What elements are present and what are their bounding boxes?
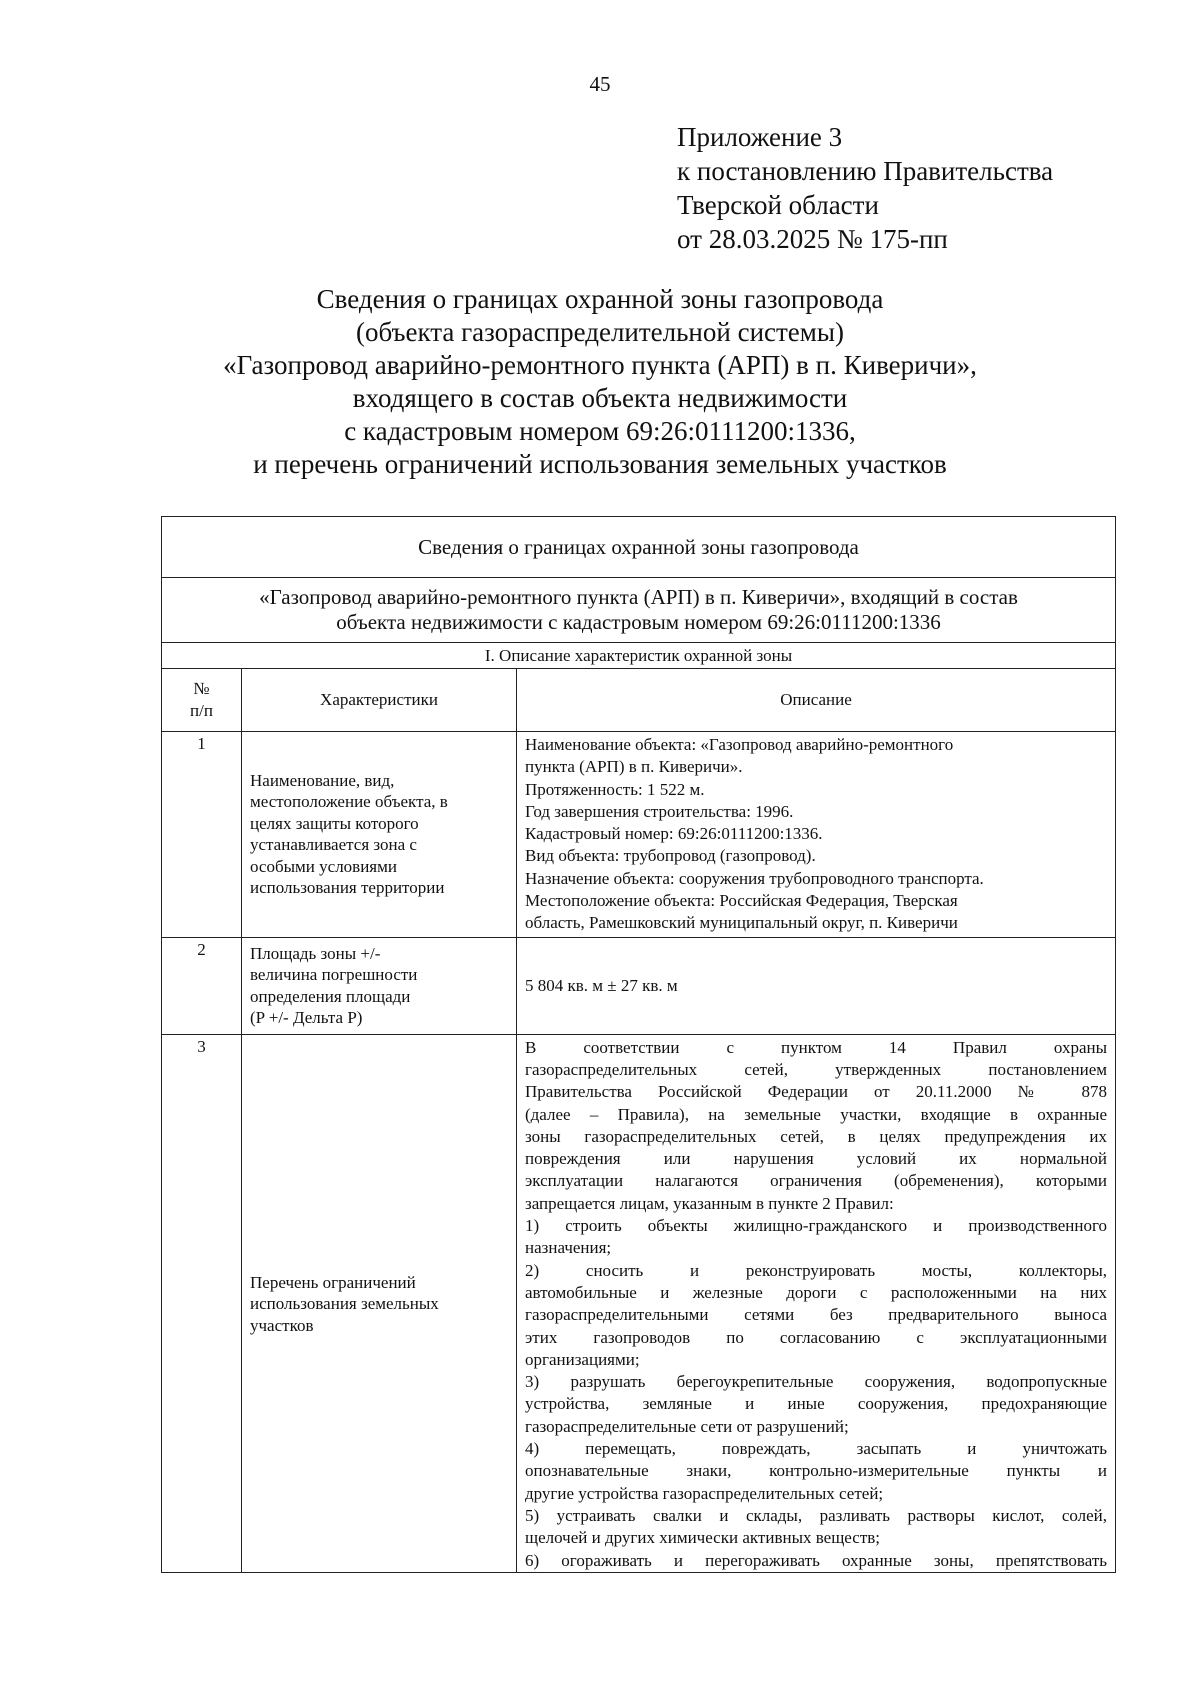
desc-line: эксплуатации налагаются ограничения (обременения), которыми xyxy=(525,1171,1108,1191)
desc-line: 2) сносить и реконструировать мосты, коллекторы, xyxy=(525,1260,1108,1280)
title-line: Сведения о границах охранной зоны газопровода xyxy=(316,284,884,314)
char-line: использования территории xyxy=(250,878,445,898)
char-line: устанавливается зона с xyxy=(250,835,417,855)
row-description xyxy=(517,1034,1116,1572)
desc-line: устройства, земляные и иные сооружения, предохраняющие xyxy=(525,1394,1108,1414)
column-header-characteristics: Характеристики xyxy=(242,669,517,732)
appendix-line: Приложение 3 xyxy=(677,122,843,152)
desc-line: газораспределительных сетей, утвержденных постановлением xyxy=(525,1059,1108,1079)
desc-line: 4) перемещать, повреждать, засыпать и уничтожать xyxy=(525,1439,1108,1459)
desc-line: другие устройства газораспределительных сетей; xyxy=(525,1483,884,1503)
char-line: Площадь зоны +/- xyxy=(250,943,381,963)
char-line: целях защиты которого xyxy=(250,813,419,833)
page-number: 45 xyxy=(589,72,611,96)
table-header-title: Сведения о границах охранной зоны газопровода xyxy=(162,517,1116,578)
desc-line: Назначение объекта: сооружения трубопроводного транспорта. xyxy=(525,868,984,888)
desc-line: В соответствии с пунктом 14 Правил охраны xyxy=(525,1037,1108,1057)
char-line: величина погрешности xyxy=(250,965,418,985)
desc-line: Местоположение объекта: Российская Федерация, Тверская xyxy=(525,891,958,911)
row-characteristic xyxy=(242,732,517,938)
desc-line: 1) строить объекты жилищно-гражданского и производственного xyxy=(525,1216,1108,1236)
row-number: 1 xyxy=(162,732,242,938)
desc-line: 5) устраивать свалки и склады, разливать растворы кислот, солей, xyxy=(525,1505,1108,1525)
desc-line: пункта (АРП) в п. Киверичи». xyxy=(525,757,743,777)
header-object-line: «Газопровод аварийно-ремонтного пункта (АРП) в п. Киверичи», входящий в состав xyxy=(259,585,1018,609)
title-line: с кадастровым номером 69:26:0111200:1336, xyxy=(344,416,856,446)
table-row xyxy=(162,1034,1116,1572)
desc-line: 5 804 кв. м ± 27 кв. м xyxy=(525,975,678,995)
desc-line: щелочей и других химически активных веществ; xyxy=(525,1528,880,1548)
section-title: I. Описание характеристик охранной зоны xyxy=(162,643,1116,669)
header-object-line: объекта недвижимости с кадастровым номером 69:26:0111200:1336 xyxy=(336,610,941,634)
desc-line: организациями; xyxy=(525,1349,640,1369)
row-characteristic xyxy=(242,1034,517,1572)
desc-line: Кадастровый номер: 69:26:0111200:1336. xyxy=(525,824,823,844)
desc-line: повреждения или нарушения условий их нормальной xyxy=(525,1149,1108,1169)
row-number: 2 xyxy=(162,937,242,1034)
desc-line: область, Рамешковский муниципальный округ, п. Киверичи xyxy=(525,913,958,933)
title-line: и перечень ограничений использования земельных участков xyxy=(253,449,947,479)
char-line: (P +/- Дельта P) xyxy=(250,1008,363,1028)
desc-line: Правительства Российской Федерации от 20.11.2000 № 878 xyxy=(525,1082,1108,1102)
title-line: (объекта газораспределительной системы) xyxy=(355,317,845,347)
title-line: «Газопровод аварийно-ремонтного пункта (АРП) в п. Киверичи», xyxy=(223,350,977,380)
table-row xyxy=(162,937,1116,1034)
appendix-line: к постановлению Правительства xyxy=(677,156,1054,186)
char-line: определения площади xyxy=(250,986,411,1006)
column-header-description: Описание xyxy=(517,669,1116,732)
table-header-object xyxy=(162,578,1116,643)
char-line: Наименование, вид, xyxy=(250,770,395,790)
desc-line: назначения; xyxy=(525,1238,612,1258)
char-line: местоположение объекта, в xyxy=(250,792,448,812)
appendix-header xyxy=(677,120,1053,256)
row-number: 3 xyxy=(162,1034,242,1572)
desc-line: (далее – Правила), на земельные участки, входящие в охранные xyxy=(525,1104,1108,1124)
desc-line: запрещается лицам, указанным в пункте 2 Правил: xyxy=(525,1193,894,1213)
appendix-line: от 28.03.2025 № 175-пп xyxy=(677,224,948,254)
desc-line: опознавательные знаки, контрольно-измерительные пункты и xyxy=(525,1461,1108,1481)
desc-line: 3) разрушать берегоукрепительные сооружения, водопропускные xyxy=(525,1372,1108,1392)
desc-line: Протяженность: 1 522 м. xyxy=(525,779,705,799)
row-description xyxy=(517,937,1116,1034)
column-header-num-line: № xyxy=(193,679,210,698)
column-header-num-line: п/п xyxy=(190,701,213,720)
desc-line: 6) огораживать и перегораживать охранные зоны, препятствовать xyxy=(525,1550,1108,1570)
char-line: участков xyxy=(250,1315,314,1335)
column-header-num xyxy=(162,669,242,732)
zone-info-table xyxy=(161,516,1116,1573)
appendix-line: Тверской области xyxy=(677,190,879,220)
desc-line: зоны газораспределительных сетей, в целях предупреждения их xyxy=(525,1126,1108,1146)
desc-line: автомобильные и железные дороги с расположенными на них xyxy=(525,1282,1108,1302)
table-row xyxy=(162,732,1116,938)
char-line: использования земельных xyxy=(250,1294,439,1314)
desc-line: газораспределительные сети от разрушений; xyxy=(525,1416,849,1436)
title-line: входящего в состав объекта недвижимости xyxy=(352,383,848,413)
row-description xyxy=(517,732,1116,938)
row-characteristic xyxy=(242,937,517,1034)
desc-line: Год завершения строительства: 1996. xyxy=(525,801,794,821)
desc-line: Наименование объекта: «Газопровод аварийно-ремонтного xyxy=(525,735,954,754)
desc-line: газораспределительными сетями без предварительного выноса xyxy=(525,1305,1108,1325)
desc-line: этих газопроводов по согласованию с эксплуатационными xyxy=(525,1327,1108,1347)
char-line: особыми условиями xyxy=(250,856,397,876)
document-title xyxy=(160,283,1040,481)
char-line: Перечень ограничений xyxy=(250,1272,416,1292)
desc-line: Вид объекта: трубопровод (газопровод). xyxy=(525,846,816,866)
